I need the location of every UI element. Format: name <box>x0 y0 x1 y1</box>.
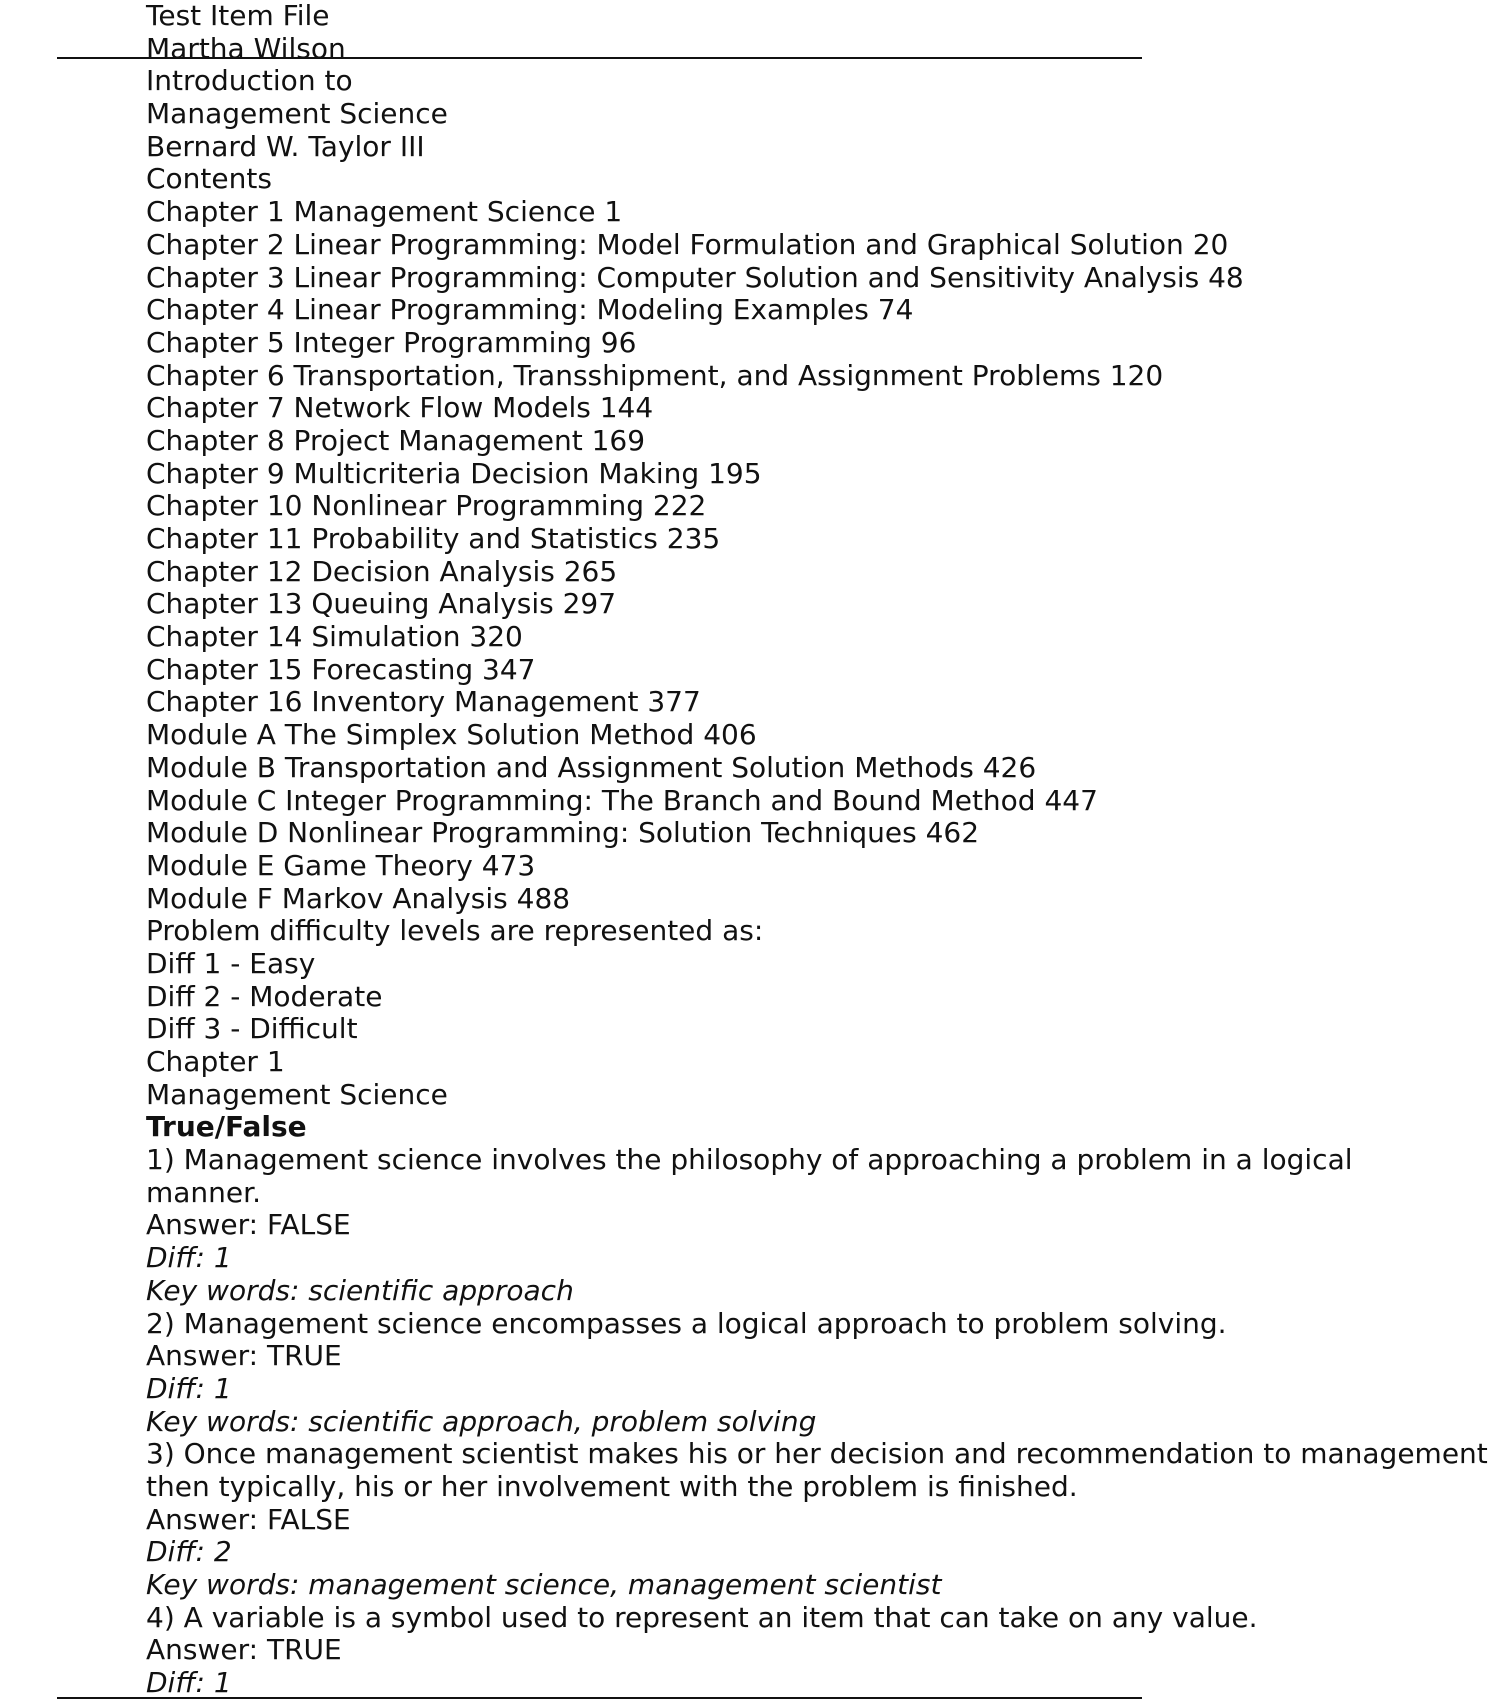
question-text-continued: manner. <box>146 1175 261 1209</box>
question-difficulty: Diff: 1 <box>146 1241 232 1275</box>
contents-entry: Chapter 4 Linear Programming: Modeling Examples 74 <box>146 293 914 327</box>
book-title-line-2: Management Science <box>146 97 448 131</box>
chapter-title: Management Science <box>146 1077 448 1111</box>
contents-entry: Module A The Simplex Solution Method 406 <box>146 718 757 752</box>
question-text: 4) A variable is a symbol used to represent an item that can take on any value. <box>146 1600 1258 1634</box>
question-text: 2) Management science encompasses a logical approach to problem solving. <box>146 1306 1227 1340</box>
contents-entry: Chapter 12 Decision Analysis 265 <box>146 554 618 588</box>
question-keywords: Key words: scientific approach <box>146 1273 574 1307</box>
contents-entry: Module D Nonlinear Programming: Solution Techniques 462 <box>146 816 980 850</box>
document-content <box>146 0 1488 1700</box>
contents-entry: Chapter 7 Network Flow Models 144 <box>146 391 654 425</box>
question-item <box>146 1306 1227 1439</box>
book-author: Bernard W. Taylor III <box>146 129 425 163</box>
question-item <box>146 1143 1353 1307</box>
contents-entry: Chapter 15 Forecasting 347 <box>146 652 536 686</box>
contents-entry: Module E Game Theory 473 <box>146 848 536 882</box>
document-header-title: Test Item File <box>146 0 330 32</box>
difficulty-level: Diff 2 - Moderate <box>146 979 383 1013</box>
section-heading: True/False <box>146 1110 307 1144</box>
difficulty-level: Diff 3 - Difficult <box>146 1012 358 1046</box>
question-text: 1) Management science involves the philosophy of approaching a problem in a logical <box>146 1143 1353 1177</box>
question-answer: Answer: FALSE <box>146 1208 351 1242</box>
contents-entry: Module C Integer Programming: The Branch and Bound Method 447 <box>146 783 1098 817</box>
contents-list <box>146 195 1244 915</box>
question-keywords: Key words: management science, management scientist <box>146 1568 942 1601</box>
question-keywords: Key words: scientific approach, problem solving <box>146 1404 817 1438</box>
contents-entry: Chapter 11 Probability and Statistics 235 <box>146 522 721 555</box>
difficulty-intro: Problem difficulty levels are represented as: <box>146 914 764 948</box>
contents-heading: Contents <box>146 162 272 196</box>
question-answer: Answer: FALSE <box>146 1502 351 1536</box>
book-title-line-1: Introduction to <box>146 64 353 98</box>
contents-entry: Chapter 6 Transportation, Transshipment, and Assignment Problems 120 <box>146 358 1164 392</box>
question-difficulty: Diff: 1 <box>146 1371 232 1405</box>
document-header-author: Martha Wilson <box>146 31 346 65</box>
question-answer: Answer: TRUE <box>146 1633 342 1667</box>
question-difficulty: Diff: 1 <box>146 1666 232 1700</box>
difficulty-level: Diff 1 - Easy <box>146 946 316 980</box>
contents-entry: Chapter 1 Management Science 1 <box>146 195 623 229</box>
contents-entry: Chapter 16 Inventory Management 377 <box>146 685 701 719</box>
contents-entry: Chapter 13 Queuing Analysis 297 <box>146 587 617 621</box>
contents-entry: Chapter 2 Linear Programming: Model Formulation and Graphical Solution 20 <box>146 227 1229 261</box>
contents-entry: Chapter 5 Integer Programming 96 <box>146 325 637 359</box>
contents-entry: Module B Transportation and Assignment Solution Methods 426 <box>146 750 1037 784</box>
question-item <box>146 1437 1488 1601</box>
contents-entry: Module F Markov Analysis 488 <box>146 881 571 915</box>
chapter-number: Chapter 1 <box>146 1045 285 1078</box>
question-text: 3) Once management scientist makes his or her decision and recommendation to management <box>146 1437 1488 1471</box>
question-text-continued: then typically, his or her involvement with the problem is finished. <box>146 1469 1078 1503</box>
contents-entry: Chapter 14 Simulation 320 <box>146 620 523 654</box>
question-item <box>146 1600 1258 1700</box>
question-difficulty: Diff: 2 <box>146 1535 232 1569</box>
question-answer: Answer: TRUE <box>146 1339 342 1373</box>
contents-entry: Chapter 8 Project Management 169 <box>146 423 646 457</box>
contents-entry: Chapter 3 Linear Programming: Computer Solution and Sensitivity Analysis 48 <box>146 260 1244 294</box>
contents-entry: Chapter 10 Nonlinear Programming 222 <box>146 489 707 523</box>
footer-rule <box>57 1697 1142 1699</box>
contents-entry: Chapter 9 Multicriteria Decision Making 195 <box>146 456 762 490</box>
